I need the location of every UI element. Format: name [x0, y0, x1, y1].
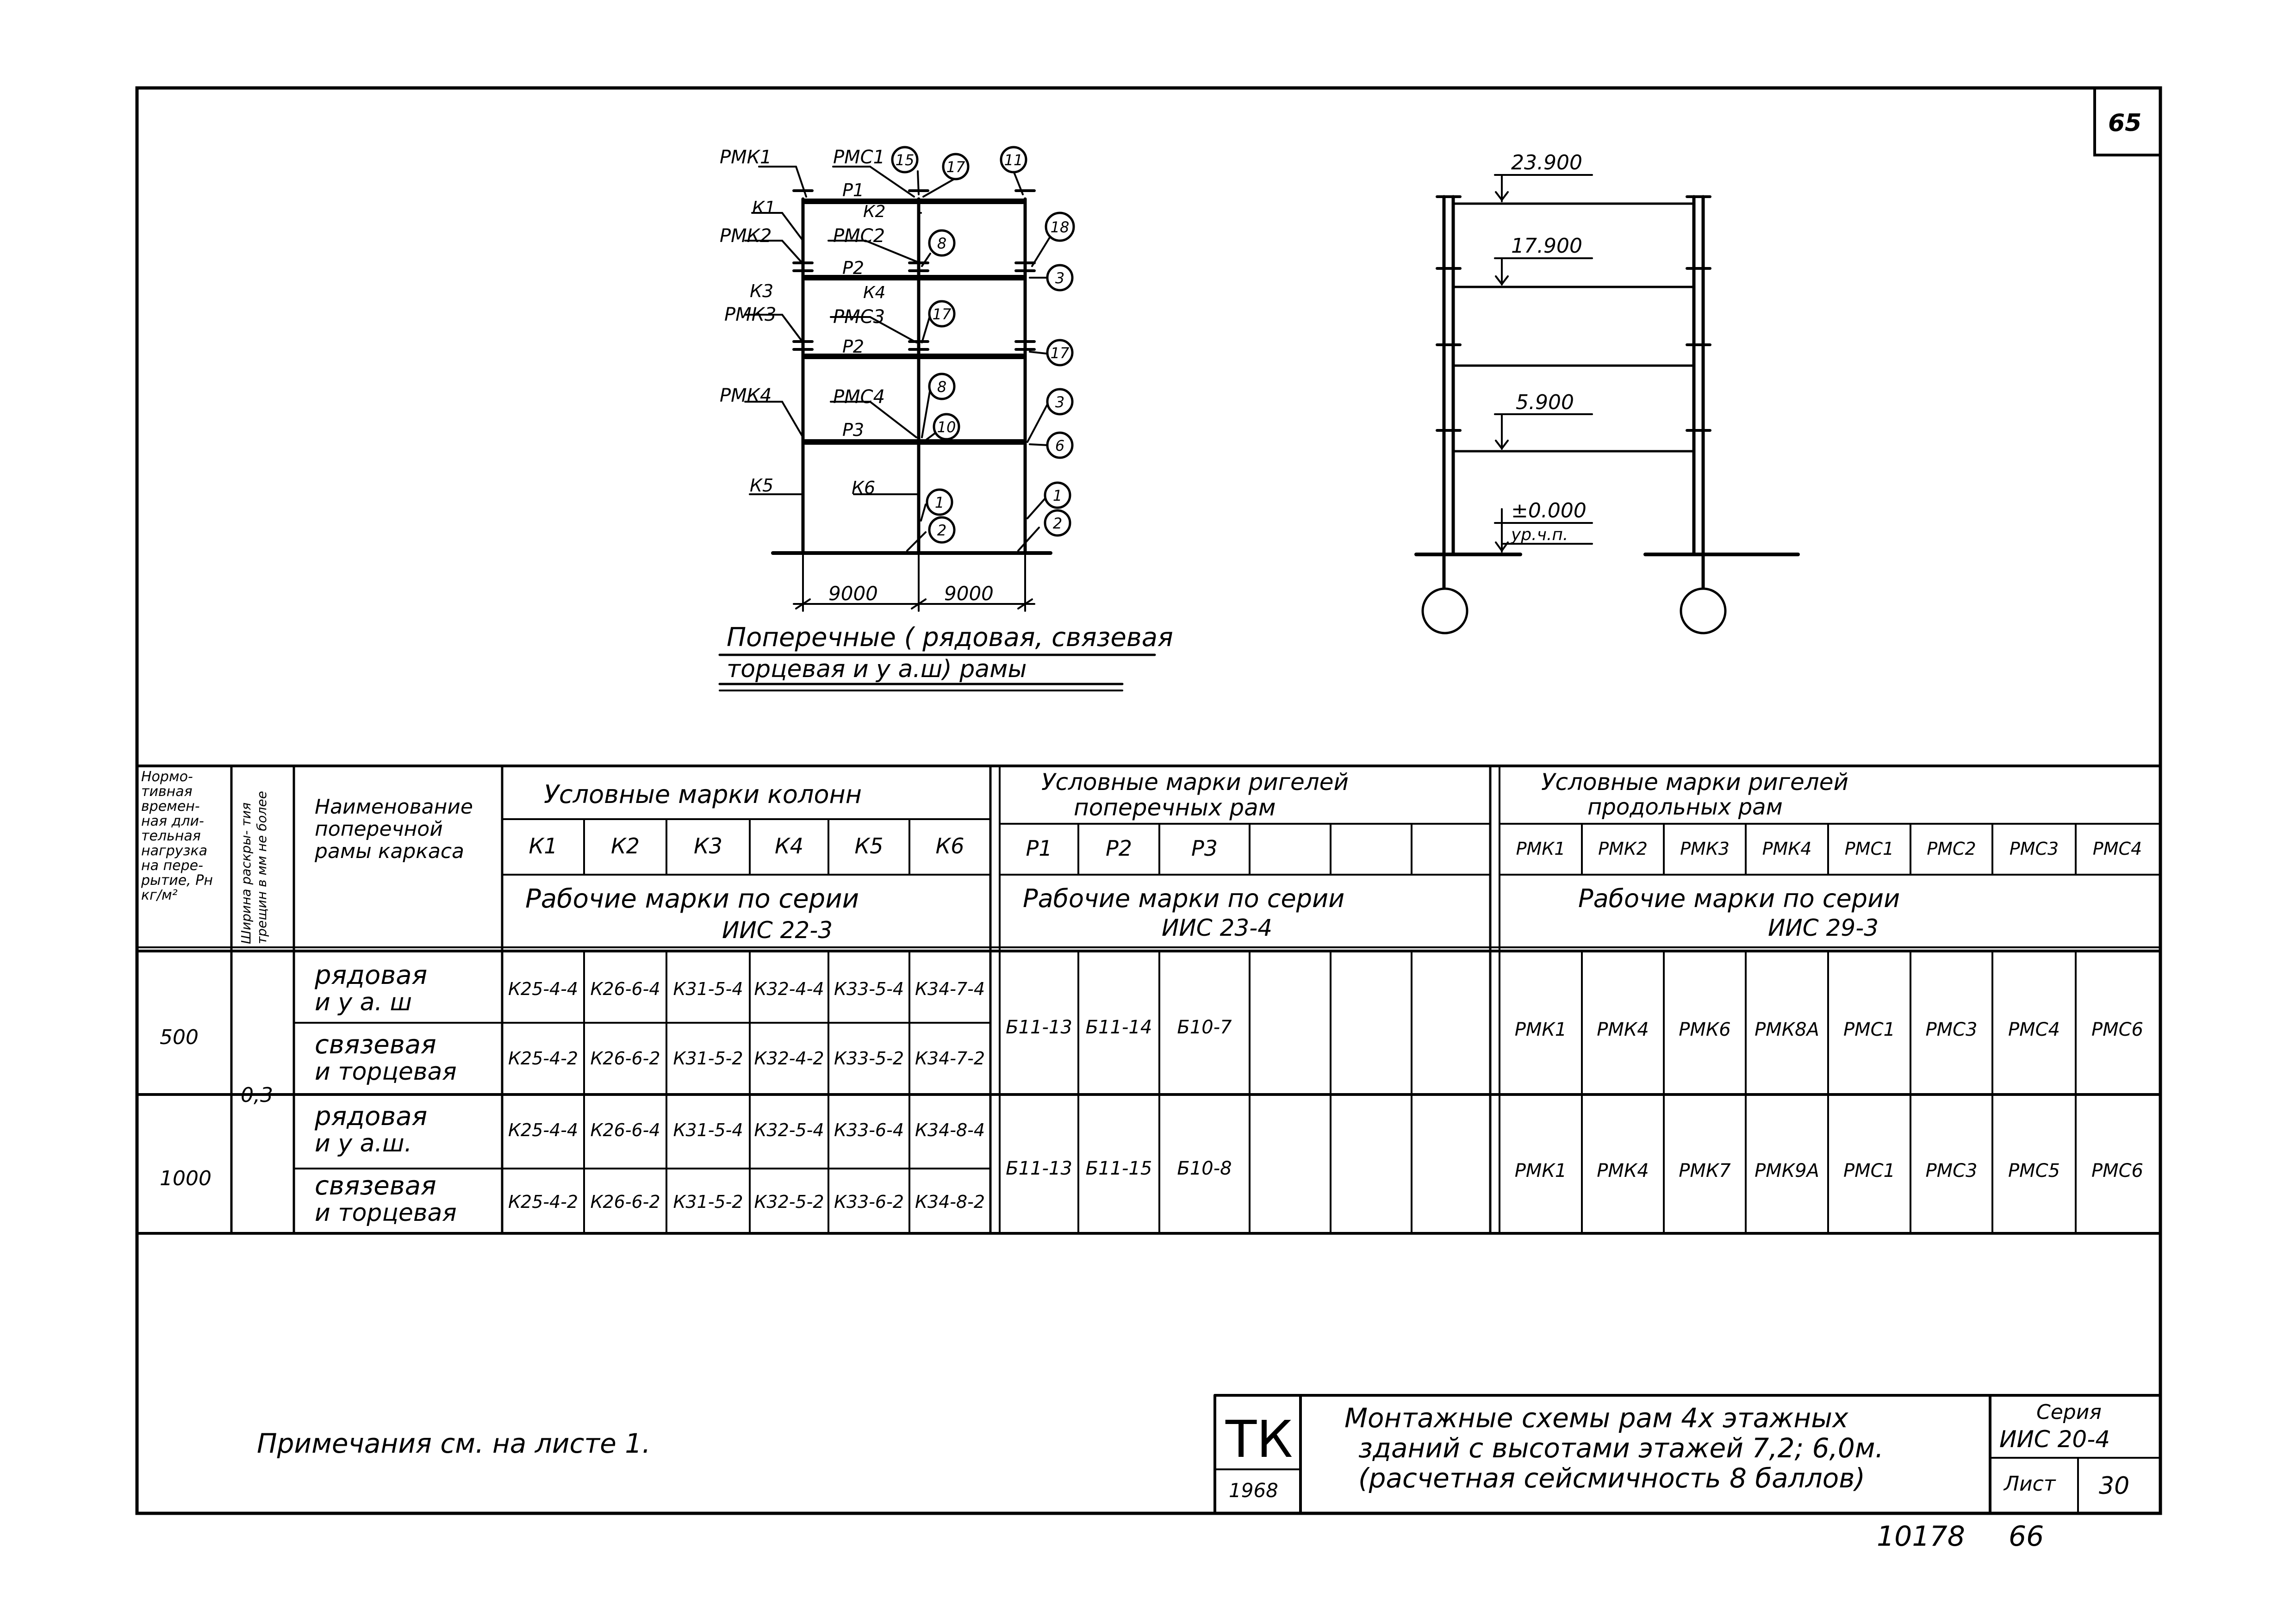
corner-number: 65 — [2108, 109, 2142, 137]
col-mark: К25-4-2 — [508, 1048, 579, 1069]
label-k1: К1 — [752, 198, 776, 218]
header-crack-width: Ширина раскры- тия трещин в мм не более — [238, 791, 269, 944]
circle-number-17: 17 — [1050, 344, 1070, 362]
header-frame-name: Наименование поперечной рамы каркаса — [315, 795, 473, 863]
sheet-value: 30 — [2099, 1472, 2130, 1500]
elevation-23900: 23.900 — [1511, 151, 1582, 174]
label-p1: Р1 — [842, 180, 865, 200]
frame-name-bracing-sub: и торцевая — [315, 1058, 457, 1086]
col-mark: К33-6-4 — [834, 1120, 904, 1140]
frame-name-bracing: связевая — [315, 1030, 436, 1060]
title-line-3: (расчетная сейсмичность 8 баллов) — [1358, 1462, 1866, 1494]
header-columns-series-1: Рабочие марки по серии — [525, 884, 859, 914]
header-beams-series-2: ИИС 23-4 — [1162, 914, 1273, 941]
header-beam-p3: Р3 — [1191, 836, 1218, 861]
long-beam-mark: РМК9А — [1755, 1160, 1819, 1181]
long-beam-mark: РМК4 — [1597, 1019, 1649, 1040]
col-mark: К31-5-4 — [673, 979, 743, 999]
label-p3: Р3 — [842, 420, 865, 440]
header-col-k2: К2 — [611, 833, 640, 858]
circle-number-18: 18 — [1050, 218, 1070, 236]
circle-number-17: 17 — [946, 158, 965, 176]
header-beam-p2: Р2 — [1105, 836, 1132, 861]
circle-number-11: 11 — [1004, 151, 1023, 169]
label-rmc4: РМС4 — [833, 386, 885, 408]
beam-mark: Б10-8 — [1177, 1158, 1232, 1179]
archive-number: 10178 — [1877, 1520, 1965, 1553]
col-mark: К26-6-2 — [590, 1192, 660, 1212]
beam-mark: Б11-15 — [1085, 1158, 1152, 1179]
header-beam-p1: Р1 — [1026, 836, 1052, 861]
foundation-right — [1681, 589, 1725, 633]
label-rmk2: РМК2 — [720, 225, 772, 247]
col-mark: К34-7-2 — [915, 1048, 985, 1069]
beam-mark: Б10-7 — [1177, 1017, 1232, 1038]
label-k3: К3 — [750, 281, 774, 301]
left-frame-lines — [773, 199, 1051, 553]
long-beam-mark: РМК4 — [1597, 1160, 1649, 1181]
col-mark: К32-5-2 — [754, 1192, 824, 1212]
beam-mark: Б11-14 — [1085, 1017, 1152, 1038]
frame-name-bracing-sub: и торцевая — [315, 1199, 457, 1227]
header-long-rmc1: РМС1 — [1844, 839, 1894, 859]
series-value: ИИС 20-4 — [1999, 1426, 2110, 1453]
long-beam-mark: РМС1 — [1843, 1019, 1895, 1040]
label-rmk4: РМК4 — [720, 385, 772, 406]
header-col-k5: К5 — [854, 833, 884, 858]
long-beam-mark: РМК6 — [1679, 1019, 1731, 1040]
header-load: Нормо- тивная времен- ная дли- тельная нагрузка на пере- рытие, Рн кг/м² — [141, 769, 213, 903]
left-frame-joints — [794, 191, 1034, 349]
label-p2-upper: Р2 — [842, 258, 865, 278]
dimension-span-1: 9000 — [828, 582, 878, 605]
col-mark: К25-4-4 — [508, 1120, 579, 1140]
col-mark: К25-4-4 — [508, 979, 579, 999]
circle-number-8: 8 — [937, 378, 947, 396]
col-mark: К33-6-2 — [834, 1192, 904, 1212]
col-mark: К34-8-2 — [915, 1192, 985, 1212]
title-stamp: ТК — [1226, 1410, 1293, 1469]
long-beam-mark: РМК1 — [1514, 1019, 1567, 1040]
circle-number-2: 2 — [1052, 515, 1063, 532]
label-k5: К5 — [750, 475, 774, 496]
header-long-rmc2: РМС2 — [1927, 839, 1976, 859]
archive-page-number: 66 — [2009, 1520, 2044, 1553]
col-mark: К33-5-4 — [834, 979, 904, 999]
right-frame-lines — [1416, 197, 1798, 588]
col-mark: К26-6-2 — [590, 1048, 660, 1069]
circle-number-3: 3 — [1055, 269, 1065, 287]
header-beams-title-1: Условные марки ригелей — [1041, 769, 1349, 796]
frame-name-ordinary: рядовая — [315, 960, 428, 990]
title-year: 1968 — [1229, 1479, 1278, 1502]
long-beam-mark: РМК8А — [1755, 1019, 1819, 1040]
header-long-series-2: ИИС 29-3 — [1768, 914, 1879, 941]
header-long-rmk2: РМК2 — [1598, 839, 1648, 859]
beam-mark: Б11-13 — [1006, 1017, 1072, 1038]
header-col-k6: К6 — [935, 833, 964, 858]
label-rmc3: РМС3 — [833, 306, 885, 328]
long-beam-mark: РМС3 — [1925, 1160, 1978, 1181]
label-rmk1: РМК1 — [720, 147, 772, 168]
label-rmk3: РМК3 — [724, 304, 777, 325]
header-columns-series-2: ИИС 22-3 — [722, 917, 833, 944]
circle-number-1: 1 — [934, 494, 945, 511]
header-long-title-2: продольных рам — [1587, 794, 1783, 820]
header-col-k1: К1 — [529, 833, 558, 858]
title-line-2: зданий с высотами этажей 7,2; 6,0м. — [1358, 1432, 1884, 1464]
label-k2: К2 — [863, 202, 886, 221]
label-k6: К6 — [852, 478, 876, 498]
label-p2-lower: Р2 — [842, 336, 865, 357]
load-500: 500 — [160, 1026, 199, 1049]
col-mark: К34-8-4 — [915, 1120, 985, 1140]
col-mark: К25-4-2 — [508, 1192, 579, 1212]
frame-caption-line-2: торцевая и у а.ш) рамы — [727, 655, 1027, 683]
col-mark: К33-5-2 — [834, 1048, 904, 1069]
header-long-rmk3: РМК3 — [1680, 839, 1730, 859]
col-mark: К26-6-4 — [590, 1120, 660, 1140]
title-line-1: Монтажные схемы рам 4х этажных — [1344, 1402, 1848, 1434]
header-long-rmk4: РМК4 — [1762, 839, 1812, 859]
col-mark: К31-5-4 — [673, 1120, 743, 1140]
long-beam-mark: РМС6 — [2091, 1160, 2143, 1181]
long-beam-mark: РМС6 — [2091, 1019, 2143, 1040]
crack-width-value: 0,3 — [241, 1083, 273, 1107]
circle-number-10: 10 — [937, 418, 956, 436]
series-label: Серия — [2036, 1400, 2102, 1424]
label-rmc2: РМС2 — [833, 225, 885, 247]
col-mark: К32-4-4 — [754, 979, 824, 999]
frame-name-ordinary-sub: и у а. ш — [315, 989, 412, 1016]
header-col-k3: К3 — [694, 833, 722, 858]
long-beam-mark: РМС4 — [2008, 1019, 2060, 1040]
long-beam-mark: РМК7 — [1679, 1160, 1731, 1181]
header-long-series-1: Рабочие марки по серии — [1578, 884, 1900, 913]
header-long-title-1: Условные марки ригелей — [1541, 769, 1848, 796]
col-mark: К31-5-2 — [673, 1048, 743, 1069]
header-long-rmc3: РМС3 — [2009, 839, 2059, 859]
long-beam-mark: РМС5 — [2008, 1160, 2060, 1181]
col-mark: К32-4-2 — [754, 1048, 824, 1069]
elevation-zero: ±0.000 — [1511, 499, 1587, 522]
label-rmc1: РМС1 — [833, 147, 885, 168]
sheet-label: Лист — [2004, 1472, 2056, 1496]
dimension-span-2: 9000 — [944, 582, 994, 605]
header-long-rmc4: РМС4 — [2092, 839, 2142, 859]
long-beam-mark: РМС1 — [1843, 1160, 1895, 1181]
header-beams-series-1: Рабочие марки по серии — [1023, 884, 1345, 913]
header-beams-title-2: поперечных рам — [1074, 794, 1276, 821]
elevation-markers — [1495, 175, 1592, 552]
circle-number-6: 6 — [1055, 437, 1065, 454]
frame-name-bracing: связевая — [315, 1171, 436, 1201]
frame-name-ordinary: рядовая — [315, 1101, 428, 1132]
header-columns-title: Условные марки колонн — [544, 780, 862, 809]
beam-mark: Б11-13 — [1006, 1158, 1072, 1179]
elevation-5900: 5.900 — [1516, 391, 1574, 414]
circle-number-2: 2 — [937, 522, 947, 539]
circle-number-8: 8 — [937, 235, 947, 252]
label-k4: К4 — [863, 283, 886, 302]
col-mark: К26-6-4 — [590, 979, 660, 999]
header-col-k4: К4 — [775, 833, 803, 858]
header-long-rmk1: РМК1 — [1516, 839, 1566, 859]
elevation-17900: 17.900 — [1511, 234, 1582, 258]
circle-number-1: 1 — [1052, 487, 1063, 504]
notes-text: Примечания см. на листе 1. — [257, 1428, 651, 1459]
circle-number-15: 15 — [895, 151, 915, 169]
frame-caption-line-1: Поперечные ( рядовая, связевая — [727, 622, 1173, 653]
circle-number-3: 3 — [1055, 393, 1065, 411]
col-mark: К34-7-4 — [915, 979, 985, 999]
elevation-zero-sub: ур.ч.п. — [1511, 525, 1568, 544]
col-mark: К32-5-4 — [754, 1120, 824, 1140]
load-1000: 1000 — [160, 1167, 212, 1190]
frame-name-ordinary-sub: и у а.ш. — [315, 1130, 412, 1157]
long-beam-mark: РМК1 — [1514, 1160, 1567, 1181]
circle-number-17: 17 — [932, 305, 952, 323]
foundation-left — [1423, 589, 1467, 633]
col-mark: К31-5-2 — [673, 1192, 743, 1212]
long-beam-mark: РМС3 — [1925, 1019, 1978, 1040]
